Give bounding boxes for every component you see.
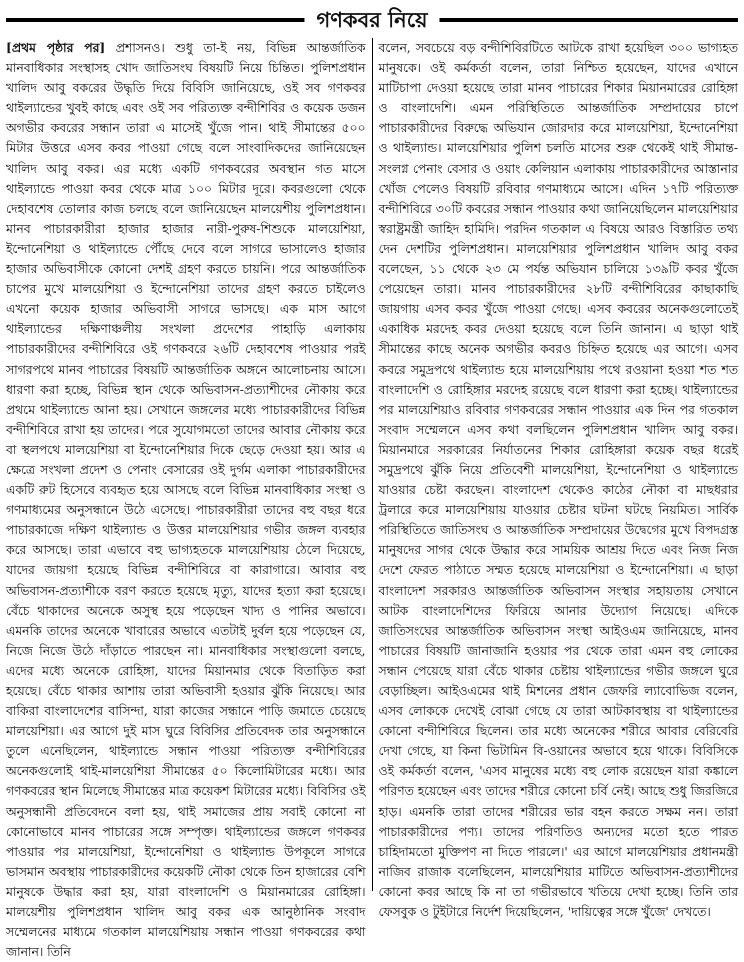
jump-label: [প্রথম পৃষ্ঠার পর] xyxy=(6,40,106,55)
left-column-text xyxy=(6,38,366,962)
left-body: প্রশাসনও। শুধু তা-ই নয়, বিভিন্ন আন্তর্জাতিক মানবাধিকার সংস্থাসহ খোদ জাতিসংঘ বিষয়টি নিয়ে চিন্তিত। পুলিশপ্রধান খালিদ আবু বকরের উদ্ধৃতি দিয়ে বিবিসি জানিয়েছে, ওই সব গণকবর থাইল্যান্ডের খুবই কাছে এবং ওই সব পরিত্যক্ত বন্দীশিবির ও কয়েক ডজন অগভীর কবরের সন্ধান তারা এ মাসেই খুঁজে পান। থাই সীমান্তের ৫০০ মিটার উত্তরে এসব কবর পাওয়া গেছে বলে সাংবাদিকদের জানিয়েছেন খালিদ আবু বকর। এর মধ্যে একটি গণকবরের অবস্থান গত মাসে থাইল্যান্ডে পাওয়া কবর থেকে মাত্র ১০০ মিটার দূরে। কবরগুলো থেকে দেহাবশেষ তোলার কাজ চলছে বলে জানিয়েছেন মালয়েশীয় পুলিশপ্রধান। মানব পাচারকারীরা হাজার হাজার নারী-পুরুষ-শিশুকে মালয়েশিয়া, ইন্দোনেশিয়া ও থাইল্যান্ডে পৌঁছে দেবে বলে সাগরে ভাসালেও হাজার হাজার অভিবাসীকে কোনো দেশই গ্রহণ করতে চায়নি। পরে আন্তর্জাতিক চাপের মুখে মালয়েশিয়া ও ইন্দোনেশিয়া তাদের গ্রহণ করতে চাইলেও এখনো কয়েক হাজার অভিবাসী সাগরে ভাসছে। এক মাস আগে থাইল্যান্ডের দক্ষিণাঞ্চলীয় সংখলা প্রদেশের পাহাড়ি এলাকায় পাচারকারীদের বন্দীশিবিরে ওই গণকবরে ২৬টি দেহাবশেষ পাওয়ার পরই সাগরপথে মানব পাচারের বিষয়টি আন্তর্জাতিক অঙ্গনে আলোচনায় আসে। ধারণা করা হচ্ছে, বিভিন্ন স্থান থেকে অভিবাসন-প্রত্যাশীদের নৌকায় করে প্রথমে থাইল্যান্ডে আনা হয়। সেখানে জঙ্গলের মধ্যে পাচারকারীদের বিভিন্ন বন্দীশিবিরে রাখা হয় তাদের। পরে সুযোগমতো তাদের আবার নৌকায় করে বা স্থলপথে মালয়েশিয়া বা ইন্দোনেশিয়ার দিকে ছেড়ে দেওয়া হয়। আর এ ক্ষেত্রে সংখলা প্রদেশ ও পেনাং বেসারের ওই দুর্গম এলাকা পাচারকারীদের একটি রুট হিসেবে ব্যবহৃত হয়ে আসছে বলে বিভিন্ন মানবাধিকার সংস্থা ও গণমাধ্যমের অনুসন্ধানে উঠে এসেছে। পাচারকারীরা তাদের বহু বছর ধরে পাচারকাজে দক্ষিণ থাইল্যান্ড ও উত্তর মালয়েশিয়ার গভীর জঙ্গল ব্যবহার করে আসছে। তারা এভাবে বহু ভাগ্যহতকে মালয়েশিয়ায় ঠেলে দিয়েছে, যাদের জায়গা হয়েছে বিভিন্ন বন্দীশিবিরে বা কারাগারে। আবার বহু অভিবাসন-প্রত্যাশীকে বরণ করতে হয়েছে মৃত্যু, যাদের হত্যা করা হয়েছে। বেঁচে থাকাদের অনেকে অসুস্থ হয়ে পড়েছেন খাদ্য ও পানির অভাবে। এমনকি তাদের অনেকে খাবারের অভাবে এতটাই দুর্বল হয়ে পড়েছেন যে, নিজে নিজে উঠে দাঁড়াতে পারছেন না। মানবাধিকার সংস্থাগুলো বলছে, এদের মধ্যে অনেকে রোহিঙ্গা, যাদের মিয়ানমার থেকে বিতাড়িত করা হয়েছে। বেঁচে থাকার আশায় তারা অভিবাসী হওয়ার ঝুঁকি নিয়েছে। আর বাকিরা বাংলাদেশের বাসিন্দা, যারা কাজের সন্ধানে পাড়ি জমাতে চেয়েছে মালয়েশিয়া। এর আগে দুই মাস ঘুরে বিবিসির প্রতিবেদক তার অনুসন্ধানে তুলে এনেছিলেন, থাইল্যান্ডে সন্ধান পাওয়া পরিত্যক্ত বন্দীশিবিরের অনেকগুলোই থাই-মালয়েশিয়া সীমান্তের ৫০ কিলোমিটারের মধ্যে। আর গণকবরের স্থান মিলেছে সীমান্তের মাত্র কয়েকশ মিটারের মধ্যে। বিবিসির ওই অনুসন্ধানী প্রতিবেদনে বলা হয়, থাই সমাজের প্রায় সবাই কোনো না কোনোভাবে মানব পাচারের সঙ্গে সম্পৃক্ত। থাইল্যান্ডের জঙ্গলে গণকবর পাওয়ার পর মালয়েশিয়া, ইন্দোনেশিয়া ও থাইল্যান্ড উপকূলে সাগরে ভাসমান অবস্থায় পাচারকারীদের কয়েকটি নৌকা থেকে তিন হাজারের বেশি মানুষকে উদ্ধার করা হয়, যারা বাংলাদেশি ও মিয়ানমারের রোহিঙ্গা। মালয়েশীয় পুলিশপ্রধান খালিদ আবু বকর এক আনুষ্ঠানিক সংবাদ সম্মেলনের মাধ্যমে গতকাল মালয়েশিয়ায় সন্ধান পাওয়া গণকবরের কথা জানান। তিনি xyxy=(6,41,366,960)
left-column xyxy=(6,38,372,960)
right-body: বলেন, সবচেয়ে বড় বন্দীশিবিরটিতে আটকে রাখা হয়েছিল ৩০০ ভাগ্যহত মানুষকে। ওই কর্মকর্তা বলেন, তারা নিশ্চিত হয়েছেন, যাদের এখানে মাটিচাপা দেওয়া হয়েছে তারা মানব পাচারের শিকার মিয়ানমারের রোহিঙ্গা ও বাংলাদেশি। এমন পরিস্থিতিতে আন্তর্জাতিক সম্প্রদায়ের চাপে পাচারকারীদের বিরুদ্ধে অভিযান জোরদার করে মালয়েশিয়া, ইন্দোনেশিয়া ও থাইল্যান্ড। মালয়েশিয়ার পুলিশ চলতি মাসের শুরু থেকেই থাই সীমান্ত-সংলগ্ন পেনাং বেসার ও ওয়াং কেলিয়ান এলাকায় পাচারকারীদের আস্তানার খোঁজ পেলেও বিষয়টি রবিবার গণমাধ্যমে আসে। এদিন ১৭টি পরিত্যক্ত বন্দীশিবিরে ৩০টি কবরের সন্ধান পাওয়ার কথা জানিয়েছিলেন মালয়েশিয়ার স্বরাষ্ট্রমন্ত্রী জাহিদ হামিদি। পরদিন গতকাল এ বিষয়ে আরও বিস্তারিত তথ্য দেন দেশটির পুলিশপ্রধান। মালয়েশিয়ার পুলিশপ্রধান খালিদ আবু বকর বলেছেন, ১১ থেকে ২৩ মে পর্যন্ত অভিযান চালিয়ে ১৩৯টি কবর খুঁজে পেয়েছেন তারা। মানব পাচারকারীদের ২৮টি বন্দীশিবিরের কাছাকাছি জায়গায় এসব কবর খুঁজে পাওয়া গেছে। এসব কবরের অনেকগুলোতেই একাধিক মরদেহ কবর দেওয়া হয়েছে বলে তিনি জানান। এ ছাড়া থাই সীমান্তের কাছে অনেক অগভীর কবরও চিহ্নিত হয়েছে এর আগে। এসব কবরে সমুদ্রপথে থাইল্যান্ড হয়ে মালয়েশিয়ায় পথে রওয়ানা হওয়া শত শত বাংলাদেশি ও রোহিঙ্গার মরদেহ রয়েছে বলে ধারণা করা হচ্ছে। থাইল্যান্ডের পর মালয়েশিয়াও রবিবার গণকবরের সন্ধান পাওয়ার এক দিন পর গতকাল সংবাদ সম্মেলনে এসব কথা বলছিলেন পুলিশপ্রধান খালিদ আবু বকর। মিয়ানমারে সরকারের নির্যাতনের শিকার রোহিঙ্গারা কয়েক বছর ধরেই সমুদ্রপথে ঝুঁকি নিয়ে প্রতিবেশী মালয়েশিয়া, ইন্দোনেশিয়া ও থাইল্যান্ডে যাওয়ার চেষ্টা করছেন। বাংলাদেশ থেকেও কাঠের নৌকা বা মাছধরার ট্রলারে করে মালয়েশিয়ায় যাওয়ার চেষ্টার ঘটনা ঘটছে নিয়মিত। সার্বিক পরিস্থিতিতে জাতিসংঘ ও আন্তর্জাতিক সম্প্রদায়ের উদ্বেগের মুখে বিপদগ্রস্ত মানুষদের সাগর থেকে উদ্ধার করে সাময়িক আশ্রয় দিতে এবং নিজ নিজ দেশে ফেরত পাঠাতে সম্মত হয়েছে মালয়েশিয়া ও ইন্দোনেশিয়া। এ ছাড়া বাংলাদেশ সরকারও আন্তর্জাতিক অভিবাসন সংস্থার সহায়তায় সেখানে আটক বাংলাদেশিদের ফিরিয়ে আনার উদ্যোগ নিয়েছে। এদিকে জাতিসংঘের আন্তর্জাতিক অভিবাসন সংস্থা আইওএম জানিয়েছে, মানব পাচারের বিষয়টি জানাজানি হওয়ার পর থেকে তারা এমন বহু লোকের সন্ধান পেয়েছে যারা বেঁচে থাকার চেষ্টায় থাইল্যান্ডের গভীর জঙ্গলে ঘুরে বেড়াচ্ছিল। আইওএমের থাই মিশনের প্রধান জেফরি ল্যাবোভিজ বলেন, এসব লোককে দেখেই বোঝা গেছে যে তারা আটকাবস্থায় বা থাইল্যান্ডের কোনো বন্দীশিবিরে ছিলেন। তার মধ্যে অনেকের শরীরে আবার বেরিবেরি দেখা গেছে, যা কিনা ভিটামিন বি-ওয়ানের অভাবে হয়ে থাকে। বিবিসিকে ওই কর্মকর্তা বলেন, 'এসব মানুষের মধ্যে বহু লোক রয়েছেন যারা কঙ্কালে পরিণত হয়েছেন এবং তাদের শরীরে কোনো চর্বি নেই। আছে শুধু জিরজিরে হাড়। এমনকি তারা তাদের শরীরের ভার বহন করতে সক্ষম নন। তারা পাচারকারীদের পণ্য। তাদের পরিণতিও অন্যদের মতো হতে পারত চাহিদামতো মুক্তিপণ না দিতে পারলে।' এর আগে মালয়েশিয়ার প্রধানমন্ত্রী নাজিব রাজাক বলেছিলেন, মালয়েশিয়ার মাটিতে অভিবাসন-প্রত্যাশীদের কোনো কবর আছে কি না তা গভীরভাবে খতিয়ে দেখা হচ্ছে। তিনি তার ফেসবুক ও টুইটারে নির্দেশ দিয়েছিলেন, 'দায়িত্বের সঙ্গে খুঁজে' দেখতে। xyxy=(378,41,738,920)
right-column xyxy=(373,38,739,920)
right-column-text xyxy=(379,38,739,922)
article-columns xyxy=(6,38,738,960)
headline: গণকবর নিয়ে xyxy=(304,4,439,36)
headline-bar xyxy=(6,4,738,36)
